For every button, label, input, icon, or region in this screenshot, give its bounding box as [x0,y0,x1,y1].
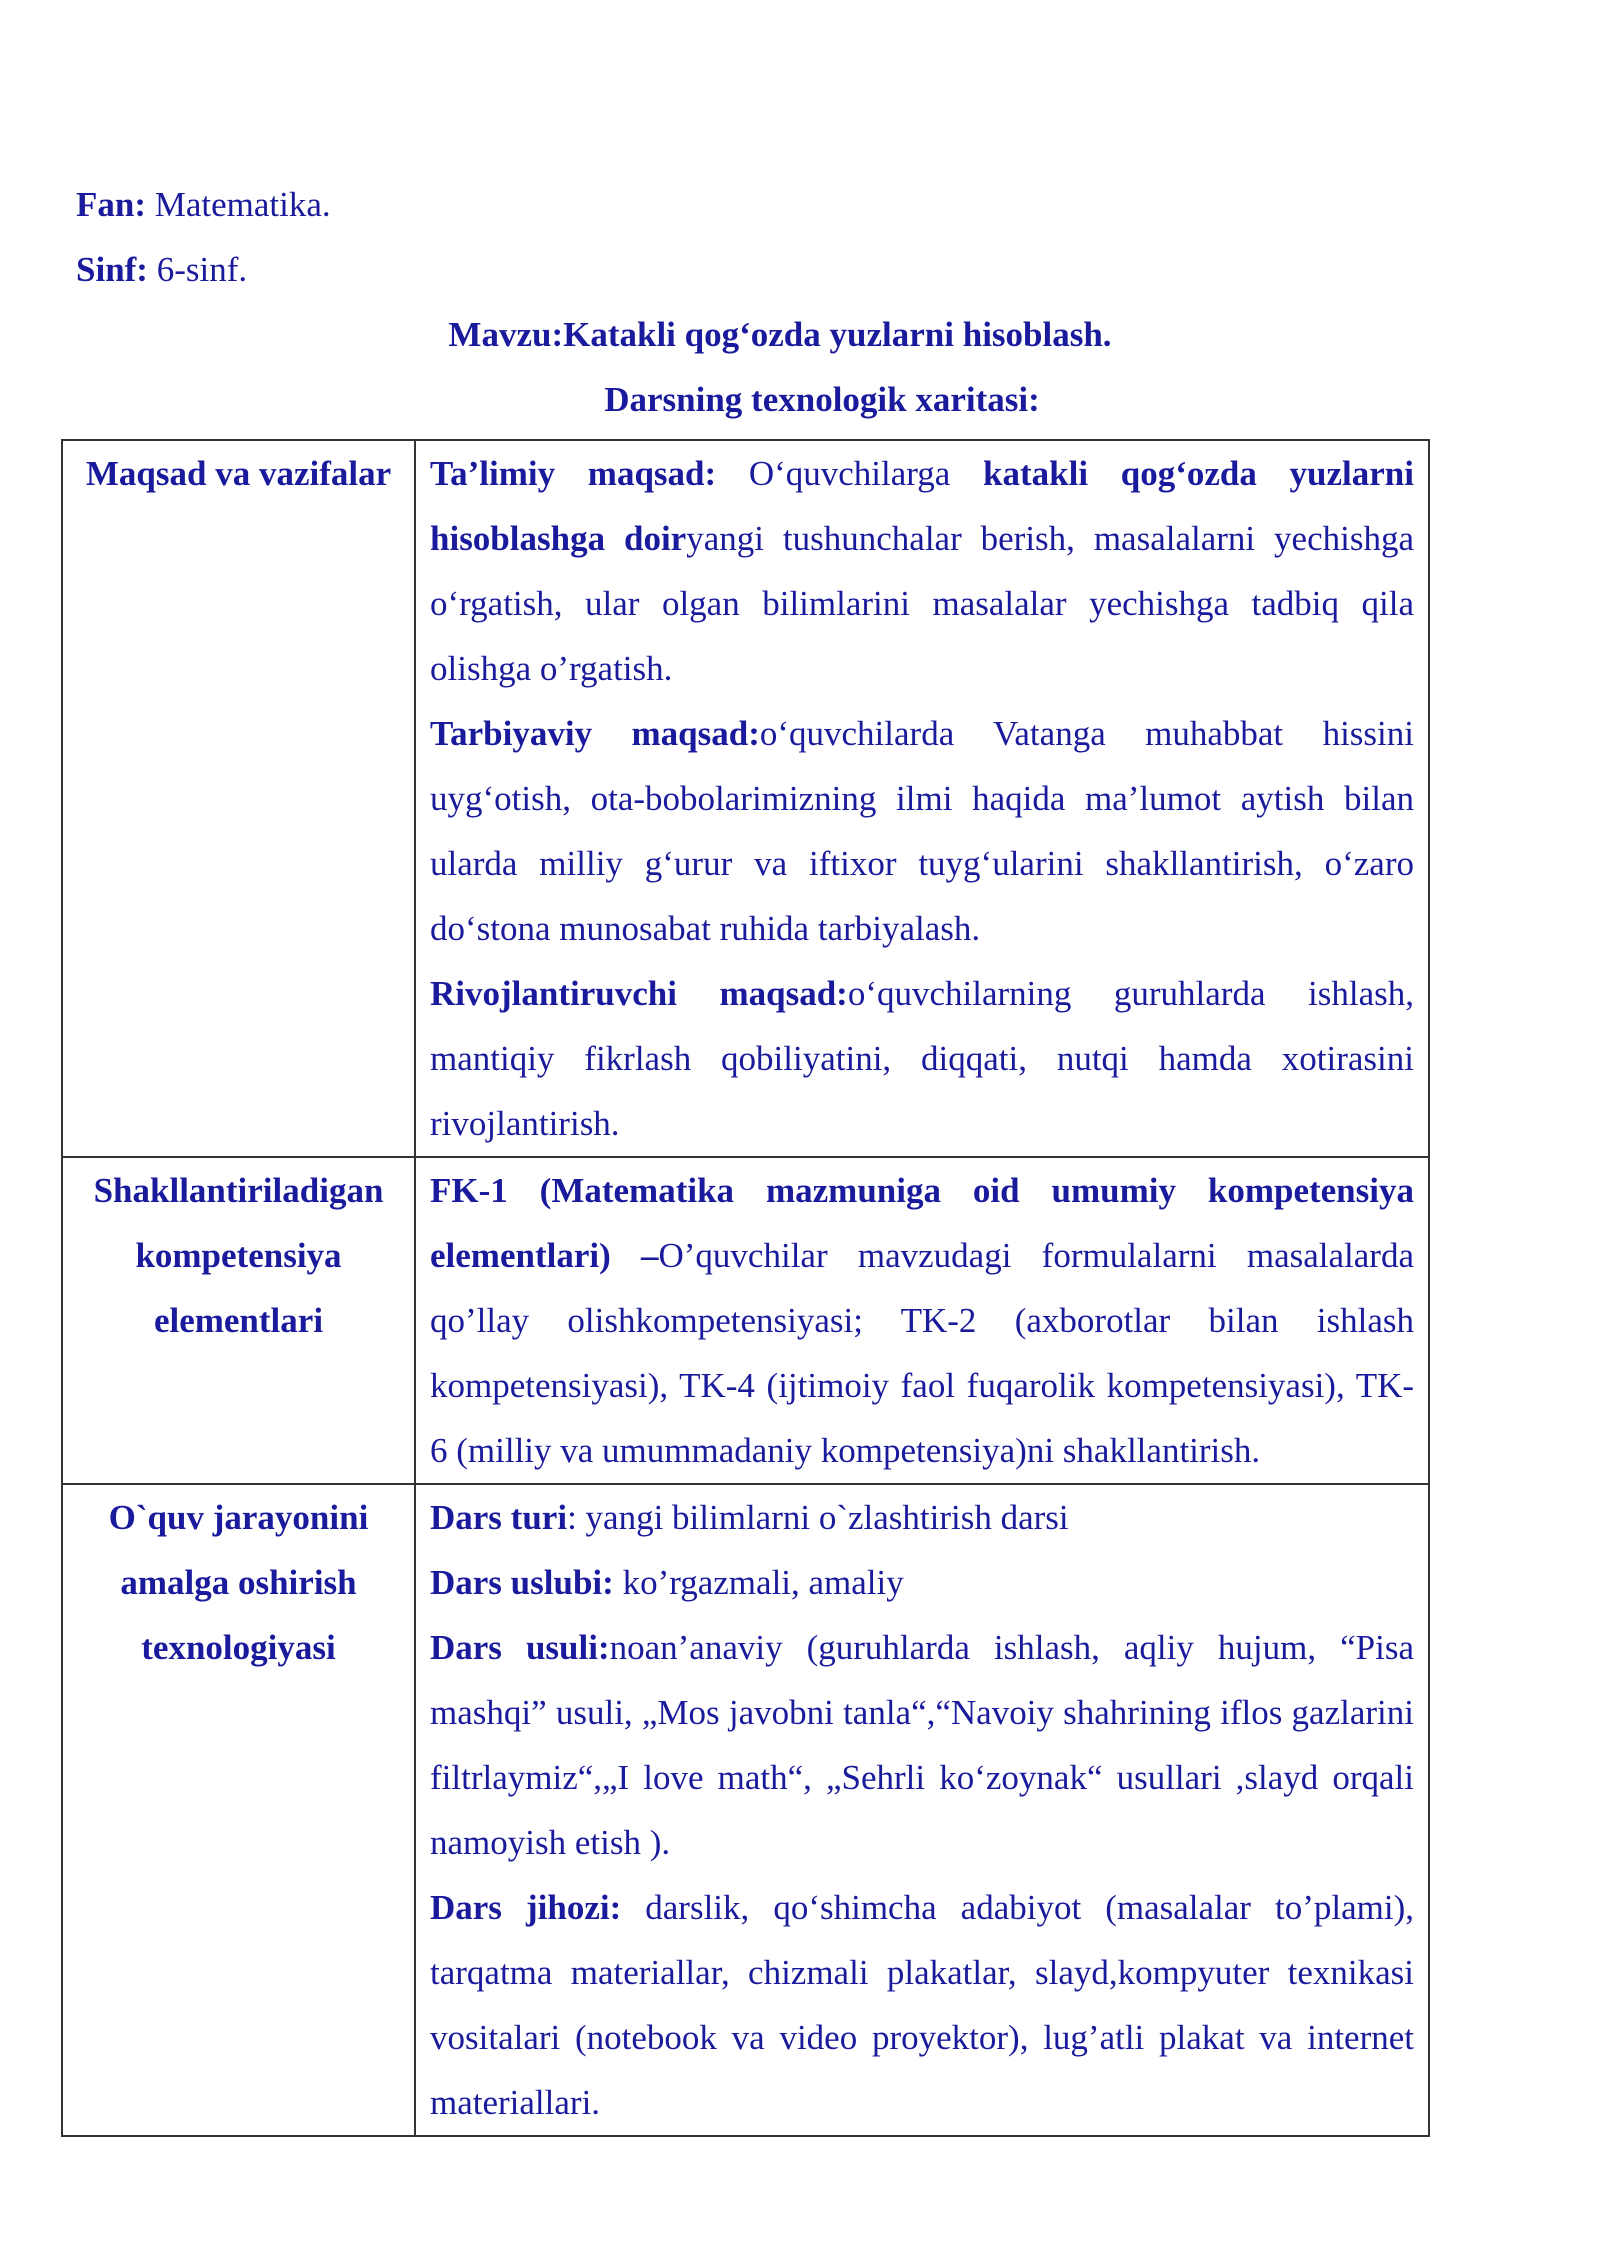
paragraph [430,1158,1414,1483]
paragraph [430,961,1414,1156]
paragraph-text: yangi tushunchalar berish, masalalarni yechishga o‘rgatish, ular olgan bilimlarini masalalar yechishga tadbiq qila olishga o’rgatish. [430,519,1415,688]
table-row [62,1484,1429,2136]
paragraph-emphasis: katakli qog‘ozda yuzlarni hisoblashga doir [430,454,1414,558]
subject-value: Matematika. [146,185,331,224]
paragraph [430,701,1414,961]
subject-line [76,172,331,237]
paragraph-text: : yangi bilimlarni o`zlashtirish darsi [567,1498,1069,1537]
paragraph [430,1615,1414,1875]
grade-line [76,237,331,302]
paragraph-label: Rivojlantiruvchi maqsad: [430,974,848,1013]
lesson-meta [76,172,331,302]
paragraph-text: ko’rgazmali, amaliy [613,1563,904,1602]
paragraph-label: Dars jihozi: [430,1888,622,1927]
paragraph-text: O’quvchilar mavzudagi formulalarni masalalarda qo’llay olishkompetensiyasi; TK-2 (axborotlar bilan ishlash kompetensiyasi), TK-4 (ijtimoiy faol fuqarolik kompetensiyasi), TK-6 (milliy va umummadaniy kompetensiya)ni shakllantirish. [430,1236,1414,1470]
subject-label: Fan: [76,185,146,224]
paragraph-label: Dars uslubi: [430,1563,614,1602]
paragraph-text: o‘quvchilarda Vatanga muhabbat hissini uyg‘otish, ota-bobolarimizning ilmi haqida ma’lumot aytish bilan ularda milliy g‘urur va iftixor tuyg‘ularini shakllantirish, o‘zaro do‘stona munosabat ruhida tarbiyalash. [430,714,1414,948]
paragraph-label: Tarbiyaviy maqsad: [430,714,760,753]
row-heading: O`quv jarayonini amalga oshirish texnologiyasi [62,1484,415,2136]
paragraph-label: Dars turi [430,1498,568,1537]
paragraph-text: o‘quvchilarning guruhlarda ishlash, mantiqiy fikrlash qobiliyatini, diqqati, nutqi hamda xotirasini rivojlantirish. [430,974,1414,1143]
row-content [415,440,1429,1157]
paragraph [430,1875,1414,2135]
paragraph [430,441,1414,701]
paragraph [430,1485,1414,1550]
paragraph-text: O‘quvchilarga [716,454,984,493]
table-row [62,440,1429,1157]
technology-map-title: Darsning texnologik xaritasi: [604,380,1040,419]
paragraph-label: FK-1 (Matematika mazmuniga oid umumiy kompetensiya elementlari) – [430,1171,1414,1275]
table-row [62,1157,1429,1484]
grade-label: Sinf: [76,250,148,289]
grade-value: 6-sinf. [147,250,248,289]
lesson-topic: Mavzu:Katakli qog‘ozda yuzlarni hisoblash. [448,315,1112,354]
row-content [415,1484,1429,2136]
row-heading: Maqsad va vazifalar [62,440,415,1157]
paragraph-label: Ta’limiy maqsad: [430,454,717,493]
row-heading: Shakllantiriladigan kompetensiya elementlari [62,1157,415,1484]
paragraph-text: noan’anaviy (guruhlarda ishlash, aqliy hujum, “Pisa mashqi” usuli, „Mos javobni tanla“,“Navoiy shahrining iflos gazlarini filtrlaymiz“,„I love math“, „Sehrli ko‘zoynak“ usullari ,slayd orqali namoyish etish ). [430,1628,1414,1862]
technology-map-table [61,439,1430,2137]
row-content [415,1157,1429,1484]
paragraph-text: darslik, qo‘shimcha adabiyot (masalalar to’plami), tarqatma materiallar, chizmali plakatlar, slayd,kompyuter texnikasi vositalari (notebook va video proyektor), lug’atli plakat va internet materiallari. [430,1888,1414,2122]
paragraph [430,1550,1414,1615]
paragraph-label: Dars usuli: [430,1628,610,1667]
